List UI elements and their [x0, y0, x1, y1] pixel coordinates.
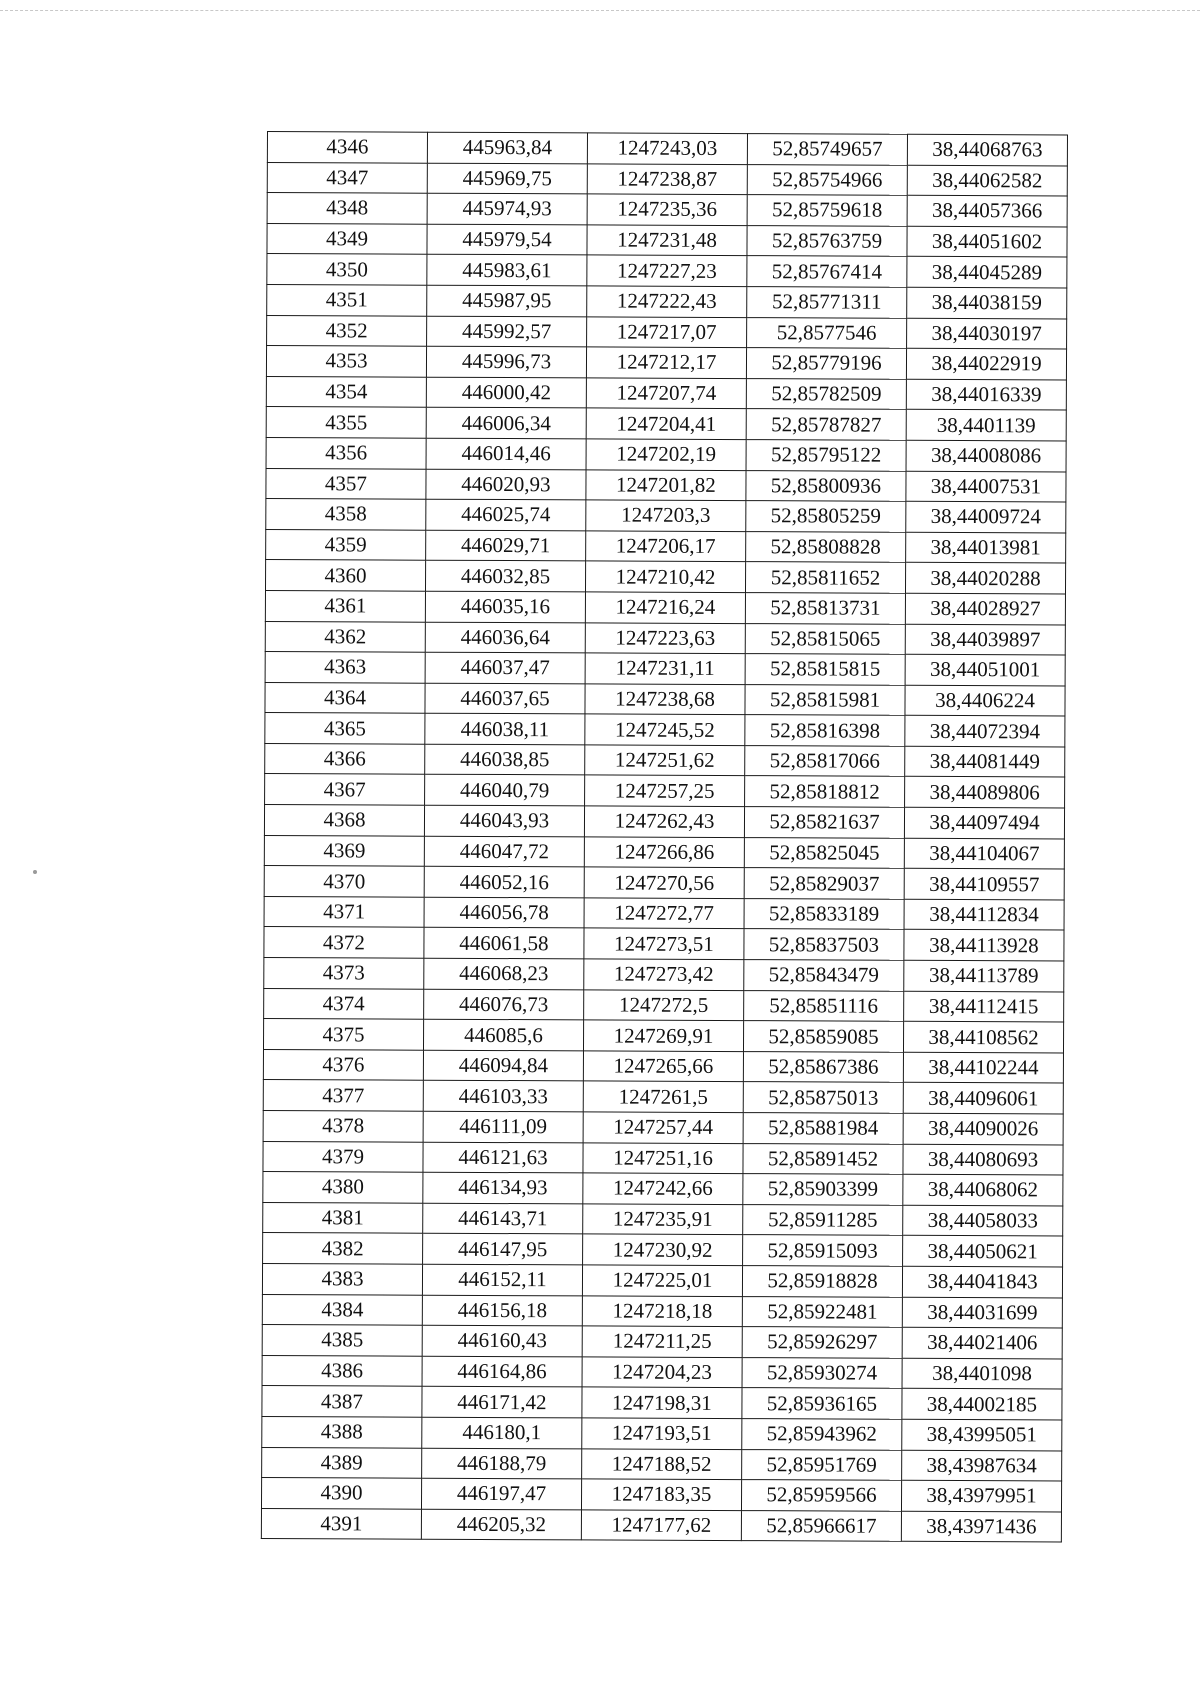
table-row	[267, 284, 1067, 318]
point-number-cell: 4349	[267, 223, 427, 254]
point-number-cell: 4353	[266, 346, 426, 377]
longitude-cell: 38,44038159	[907, 287, 1067, 318]
table-row	[264, 805, 1064, 839]
point-number-cell: 4380	[263, 1172, 423, 1203]
x-coordinate-cell: 446160,43	[422, 1325, 582, 1356]
x-coordinate-cell: 446103,33	[423, 1081, 583, 1112]
point-number-cell: 4362	[265, 621, 425, 652]
latitude-cell: 52,85815981	[745, 684, 905, 715]
longitude-cell: 38,44045289	[907, 257, 1067, 288]
x-coordinate-cell: 445963,84	[427, 132, 587, 163]
coordinate-table	[261, 131, 1068, 1543]
x-coordinate-cell: 446143,71	[423, 1203, 583, 1234]
latitude-cell: 52,85818812	[745, 776, 905, 807]
latitude-cell: 52,85881984	[743, 1113, 903, 1144]
point-number-cell: 4357	[266, 468, 426, 499]
x-coordinate-cell: 445987,95	[427, 285, 587, 316]
table-row	[263, 1080, 1063, 1114]
table-row	[265, 621, 1065, 655]
x-coordinate-cell: 446205,32	[421, 1509, 581, 1540]
table-row	[265, 774, 1065, 808]
y-coordinate-cell: 1247201,82	[586, 469, 746, 500]
x-coordinate-cell: 446094,84	[423, 1050, 583, 1081]
latitude-cell: 52,85918828	[742, 1266, 902, 1297]
latitude-cell: 52,85749657	[747, 134, 907, 165]
point-number-cell: 4374	[264, 988, 424, 1019]
point-number-cell: 4365	[265, 713, 425, 744]
latitude-cell: 52,85911285	[743, 1204, 903, 1235]
longitude-cell: 38,44097494	[904, 807, 1064, 838]
point-number-cell: 4371	[264, 896, 424, 927]
y-coordinate-cell: 1247227,23	[587, 255, 747, 286]
y-coordinate-cell: 1247245,52	[585, 714, 745, 745]
latitude-cell: 52,85767414	[747, 256, 907, 287]
x-coordinate-cell: 446047,72	[424, 836, 584, 867]
longitude-cell: 38,44022919	[906, 348, 1066, 379]
table-row	[264, 988, 1064, 1022]
y-coordinate-cell: 1247217,07	[587, 316, 747, 347]
table-row	[267, 315, 1067, 349]
y-coordinate-cell: 1247210,42	[585, 561, 745, 592]
y-coordinate-cell: 1247222,43	[587, 286, 747, 317]
point-number-cell: 4355	[266, 407, 426, 438]
latitude-cell: 52,85787827	[746, 409, 906, 440]
table-row	[262, 1294, 1062, 1328]
longitude-cell: 38,44089806	[905, 777, 1065, 808]
longitude-cell: 38,44112415	[904, 991, 1064, 1022]
longitude-cell: 38,44009724	[906, 501, 1066, 532]
longitude-cell: 38,44058033	[903, 1205, 1063, 1236]
longitude-cell: 38,44068062	[903, 1174, 1063, 1205]
longitude-cell: 38,44057366	[907, 195, 1067, 226]
table-row	[267, 132, 1067, 166]
x-coordinate-cell: 446085,6	[423, 1019, 583, 1050]
longitude-cell: 38,44039897	[905, 624, 1065, 655]
point-number-cell: 4382	[263, 1233, 423, 1264]
table-row	[266, 499, 1066, 533]
x-coordinate-cell: 446111,09	[423, 1111, 583, 1142]
latitude-cell: 52,85816398	[745, 715, 905, 746]
latitude-cell: 52,85808828	[746, 531, 906, 562]
x-coordinate-cell: 446014,46	[426, 438, 586, 469]
point-number-cell: 4370	[264, 866, 424, 897]
y-coordinate-cell: 1247265,66	[583, 1051, 743, 1082]
point-number-cell: 4348	[267, 193, 427, 224]
longitude-cell: 38,44081449	[905, 746, 1065, 777]
longitude-cell: 38,44062582	[907, 165, 1067, 196]
y-coordinate-cell: 1247202,19	[586, 439, 746, 470]
point-number-cell: 4363	[265, 652, 425, 683]
longitude-cell: 38,44007531	[906, 471, 1066, 502]
longitude-cell: 38,44113789	[904, 960, 1064, 991]
point-number-cell: 4384	[262, 1294, 422, 1325]
longitude-cell: 38,44072394	[905, 716, 1065, 747]
y-coordinate-cell: 1247204,41	[586, 408, 746, 439]
point-number-cell: 4388	[262, 1416, 422, 1447]
y-coordinate-cell: 1247203,3	[586, 500, 746, 531]
table-row	[261, 1508, 1061, 1542]
longitude-cell: 38,44109557	[904, 869, 1064, 900]
latitude-cell: 52,85795122	[746, 440, 906, 471]
longitude-cell: 38,44051001	[905, 654, 1065, 685]
point-number-cell: 4373	[264, 958, 424, 989]
x-coordinate-cell: 446037,47	[425, 652, 585, 683]
point-number-cell: 4386	[262, 1355, 422, 1386]
y-coordinate-cell: 1247188,52	[582, 1448, 742, 1479]
point-number-cell: 4347	[267, 162, 427, 193]
point-number-cell: 4367	[265, 774, 425, 805]
y-coordinate-cell: 1247251,16	[583, 1142, 743, 1173]
x-coordinate-cell: 446121,63	[423, 1142, 583, 1173]
longitude-cell: 38,43979951	[901, 1480, 1061, 1511]
longitude-cell: 38,44016339	[906, 379, 1066, 410]
y-coordinate-cell: 1247216,24	[585, 592, 745, 623]
table-row	[263, 1019, 1063, 1053]
scan-speck	[33, 870, 37, 874]
latitude-cell: 52,85875013	[743, 1082, 903, 1113]
x-coordinate-cell: 446056,78	[424, 897, 584, 928]
y-coordinate-cell: 1247211,25	[582, 1326, 742, 1357]
y-coordinate-cell: 1247238,87	[587, 163, 747, 194]
point-number-cell: 4383	[262, 1263, 422, 1294]
x-coordinate-cell: 446076,73	[424, 989, 584, 1020]
y-coordinate-cell: 1247235,91	[583, 1204, 743, 1235]
y-coordinate-cell: 1247193,51	[582, 1418, 742, 1449]
x-coordinate-cell: 445983,61	[427, 255, 587, 286]
point-number-cell: 4385	[262, 1325, 422, 1356]
x-coordinate-cell: 446152,11	[422, 1264, 582, 1295]
table-row	[262, 1447, 1062, 1481]
latitude-cell: 52,85811652	[745, 562, 905, 593]
latitude-cell: 52,85815065	[745, 623, 905, 654]
latitude-cell: 52,85843479	[744, 960, 904, 991]
table-row	[267, 193, 1067, 227]
table-row	[264, 896, 1064, 930]
latitude-cell: 52,85833189	[744, 898, 904, 929]
x-coordinate-cell: 446156,18	[422, 1295, 582, 1326]
table-row	[265, 743, 1065, 777]
point-number-cell: 4390	[261, 1478, 421, 1509]
x-coordinate-cell: 446061,58	[424, 928, 584, 959]
table-row	[263, 1110, 1063, 1144]
x-coordinate-cell: 446171,42	[422, 1387, 582, 1418]
longitude-cell: 38,43987634	[902, 1450, 1062, 1481]
table-row	[263, 1141, 1063, 1175]
point-number-cell: 4368	[264, 805, 424, 836]
y-coordinate-cell: 1247262,43	[584, 806, 744, 837]
table-row	[263, 1172, 1063, 1206]
y-coordinate-cell: 1247207,74	[586, 378, 746, 409]
y-coordinate-cell: 1247231,48	[587, 225, 747, 256]
y-coordinate-cell: 1247238,68	[585, 684, 745, 715]
longitude-cell: 38,4401098	[902, 1358, 1062, 1389]
longitude-cell: 38,44050621	[903, 1236, 1063, 1267]
table-row	[264, 927, 1064, 961]
x-coordinate-cell: 446180,1	[422, 1417, 582, 1448]
longitude-cell: 38,44013981	[906, 532, 1066, 563]
latitude-cell: 52,85867386	[743, 1051, 903, 1082]
y-coordinate-cell: 1247230,92	[583, 1234, 743, 1265]
table-row	[265, 590, 1065, 624]
point-number-cell: 4379	[263, 1141, 423, 1172]
y-coordinate-cell: 1247198,31	[582, 1387, 742, 1418]
y-coordinate-cell: 1247204,23	[582, 1357, 742, 1388]
latitude-cell: 52,85771311	[747, 287, 907, 318]
table-row	[263, 1049, 1063, 1083]
table-row	[267, 223, 1067, 257]
table-row	[262, 1325, 1062, 1359]
x-coordinate-cell: 445979,54	[427, 224, 587, 255]
latitude-cell: 52,85815815	[745, 654, 905, 685]
table-row	[265, 560, 1065, 594]
latitude-cell: 52,85951769	[742, 1449, 902, 1480]
longitude-cell: 38,44021406	[902, 1327, 1062, 1358]
latitude-cell: 52,85943962	[742, 1419, 902, 1450]
x-coordinate-cell: 446043,93	[424, 805, 584, 836]
y-coordinate-cell: 1247242,66	[583, 1173, 743, 1204]
table-row	[267, 254, 1067, 288]
point-number-cell: 4369	[264, 835, 424, 866]
x-coordinate-cell: 446188,79	[422, 1448, 582, 1479]
x-coordinate-cell: 446038,85	[425, 744, 585, 775]
point-number-cell: 4381	[263, 1202, 423, 1233]
y-coordinate-cell: 1247273,51	[584, 928, 744, 959]
latitude-cell: 52,85891452	[743, 1143, 903, 1174]
table-row	[264, 835, 1064, 869]
x-coordinate-cell: 446052,16	[424, 866, 584, 897]
point-number-cell: 4389	[262, 1447, 422, 1478]
y-coordinate-cell: 1247243,03	[587, 133, 747, 164]
table-row	[264, 866, 1064, 900]
latitude-cell: 52,8577546	[747, 317, 907, 348]
longitude-cell: 38,44112834	[904, 899, 1064, 930]
latitude-cell: 52,85800936	[746, 470, 906, 501]
latitude-cell: 52,85805259	[746, 501, 906, 532]
x-coordinate-cell: 446037,65	[425, 683, 585, 714]
point-number-cell: 4387	[262, 1386, 422, 1417]
latitude-cell: 52,85782509	[746, 378, 906, 409]
table-row	[266, 529, 1066, 563]
y-coordinate-cell: 1247272,5	[584, 990, 744, 1021]
point-number-cell: 4375	[263, 1019, 423, 1050]
longitude-cell: 38,43971436	[901, 1511, 1061, 1542]
latitude-cell: 52,85779196	[746, 348, 906, 379]
y-coordinate-cell: 1247251,62	[585, 745, 745, 776]
longitude-cell: 38,4401139	[906, 410, 1066, 441]
x-coordinate-cell: 445996,73	[426, 346, 586, 377]
longitude-cell: 38,44104067	[904, 838, 1064, 869]
x-coordinate-cell: 446025,74	[426, 499, 586, 530]
table-row	[265, 713, 1065, 747]
latitude-cell: 52,85966617	[741, 1510, 901, 1541]
y-coordinate-cell: 1247272,77	[584, 898, 744, 929]
x-coordinate-cell: 446020,93	[426, 469, 586, 500]
x-coordinate-cell: 445969,75	[427, 163, 587, 194]
table-row	[263, 1202, 1063, 1236]
x-coordinate-cell: 446036,64	[425, 622, 585, 653]
point-number-cell: 4356	[266, 437, 426, 468]
y-coordinate-cell: 1247257,44	[583, 1112, 743, 1143]
longitude-cell: 38,44102244	[903, 1052, 1063, 1083]
point-number-cell: 4378	[263, 1110, 423, 1141]
x-coordinate-cell: 446032,85	[425, 561, 585, 592]
point-number-cell: 4391	[261, 1508, 421, 1539]
x-coordinate-cell: 446164,86	[422, 1356, 582, 1387]
longitude-cell: 38,43995051	[902, 1419, 1062, 1450]
point-number-cell: 4351	[267, 284, 427, 315]
point-number-cell: 4364	[265, 682, 425, 713]
table-row	[266, 407, 1066, 441]
longitude-cell: 38,44020288	[905, 563, 1065, 594]
x-coordinate-cell: 446068,23	[424, 958, 584, 989]
latitude-cell: 52,85821637	[744, 807, 904, 838]
latitude-cell: 52,85763759	[747, 225, 907, 256]
longitude-cell: 38,44031699	[902, 1297, 1062, 1328]
latitude-cell: 52,85825045	[744, 837, 904, 868]
table-row	[265, 652, 1065, 686]
x-coordinate-cell: 446029,71	[426, 530, 586, 561]
point-number-cell: 4354	[266, 376, 426, 407]
y-coordinate-cell: 1247261,5	[583, 1081, 743, 1112]
latitude-cell: 52,85759618	[747, 195, 907, 226]
y-coordinate-cell: 1247225,01	[582, 1265, 742, 1296]
longitude-cell: 38,44028927	[905, 593, 1065, 624]
latitude-cell: 52,85915093	[743, 1235, 903, 1266]
x-coordinate-cell: 445992,57	[427, 316, 587, 347]
point-number-cell: 4346	[267, 132, 427, 163]
longitude-cell: 38,44113928	[904, 930, 1064, 961]
longitude-cell: 38,44090026	[903, 1113, 1063, 1144]
table-row	[263, 1233, 1063, 1267]
longitude-cell: 38,44041843	[902, 1266, 1062, 1297]
y-coordinate-cell: 1247235,36	[587, 194, 747, 225]
table-row	[262, 1355, 1062, 1389]
y-coordinate-cell: 1247257,25	[585, 775, 745, 806]
x-coordinate-cell: 446038,11	[425, 713, 585, 744]
x-coordinate-cell: 446006,34	[426, 408, 586, 439]
latitude-cell: 52,85829037	[744, 868, 904, 899]
latitude-cell: 52,85959566	[741, 1480, 901, 1511]
y-coordinate-cell: 1247183,35	[581, 1479, 741, 1510]
table-row	[265, 682, 1065, 716]
y-coordinate-cell: 1247206,17	[586, 531, 746, 562]
point-number-cell: 4377	[263, 1080, 423, 1111]
point-number-cell: 4361	[265, 590, 425, 621]
longitude-cell: 38,44108562	[903, 1022, 1063, 1053]
point-number-cell: 4359	[266, 529, 426, 560]
latitude-cell: 52,85936165	[742, 1388, 902, 1419]
table-row	[264, 958, 1064, 992]
x-coordinate-cell: 446147,95	[423, 1234, 583, 1265]
coordinate-table-body	[261, 132, 1067, 1543]
latitude-cell: 52,85922481	[742, 1296, 902, 1327]
table-row	[262, 1263, 1062, 1297]
latitude-cell: 52,85754966	[747, 164, 907, 195]
longitude-cell: 38,4406224	[905, 685, 1065, 716]
latitude-cell: 52,85859085	[743, 1021, 903, 1052]
table-row	[262, 1386, 1062, 1420]
point-number-cell: 4372	[264, 927, 424, 958]
point-number-cell: 4366	[265, 743, 425, 774]
y-coordinate-cell: 1247212,17	[586, 347, 746, 378]
y-coordinate-cell: 1247231,11	[585, 653, 745, 684]
y-coordinate-cell: 1247273,42	[584, 959, 744, 990]
longitude-cell: 38,44002185	[902, 1389, 1062, 1420]
latitude-cell: 52,85813731	[745, 592, 905, 623]
latitude-cell: 52,85930274	[742, 1357, 902, 1388]
x-coordinate-cell: 446000,42	[426, 377, 586, 408]
y-coordinate-cell: 1247218,18	[582, 1295, 742, 1326]
latitude-cell: 52,85926297	[742, 1327, 902, 1358]
x-coordinate-cell: 446035,16	[425, 591, 585, 622]
longitude-cell: 38,44030197	[907, 318, 1067, 349]
y-coordinate-cell: 1247266,86	[584, 837, 744, 868]
scan-edge-line	[0, 10, 1200, 11]
point-number-cell: 4350	[267, 254, 427, 285]
x-coordinate-cell: 446197,47	[421, 1478, 581, 1509]
longitude-cell: 38,44080693	[903, 1144, 1063, 1175]
table-row	[266, 468, 1066, 502]
point-number-cell: 4360	[265, 560, 425, 591]
x-coordinate-cell: 446134,93	[423, 1172, 583, 1203]
point-number-cell: 4376	[263, 1049, 423, 1080]
x-coordinate-cell: 446040,79	[425, 775, 585, 806]
latitude-cell: 52,85837503	[744, 929, 904, 960]
table-row	[266, 346, 1066, 380]
table-row	[266, 437, 1066, 471]
latitude-cell: 52,85851116	[744, 990, 904, 1021]
longitude-cell: 38,44008086	[906, 440, 1066, 471]
latitude-cell: 52,85903399	[743, 1174, 903, 1205]
y-coordinate-cell: 1247223,63	[585, 622, 745, 653]
point-number-cell: 4352	[267, 315, 427, 346]
longitude-cell: 38,44068763	[907, 134, 1067, 165]
point-number-cell: 4358	[266, 499, 426, 530]
longitude-cell: 38,44051602	[907, 226, 1067, 257]
x-coordinate-cell: 445974,93	[427, 193, 587, 224]
table-row	[266, 376, 1066, 410]
table-row	[267, 162, 1067, 196]
y-coordinate-cell: 1247269,91	[583, 1020, 743, 1051]
longitude-cell: 38,44096061	[903, 1083, 1063, 1114]
y-coordinate-cell: 1247177,62	[581, 1510, 741, 1541]
table-row	[262, 1416, 1062, 1450]
latitude-cell: 52,85817066	[745, 745, 905, 776]
y-coordinate-cell: 1247270,56	[584, 867, 744, 898]
table-row	[261, 1478, 1061, 1512]
